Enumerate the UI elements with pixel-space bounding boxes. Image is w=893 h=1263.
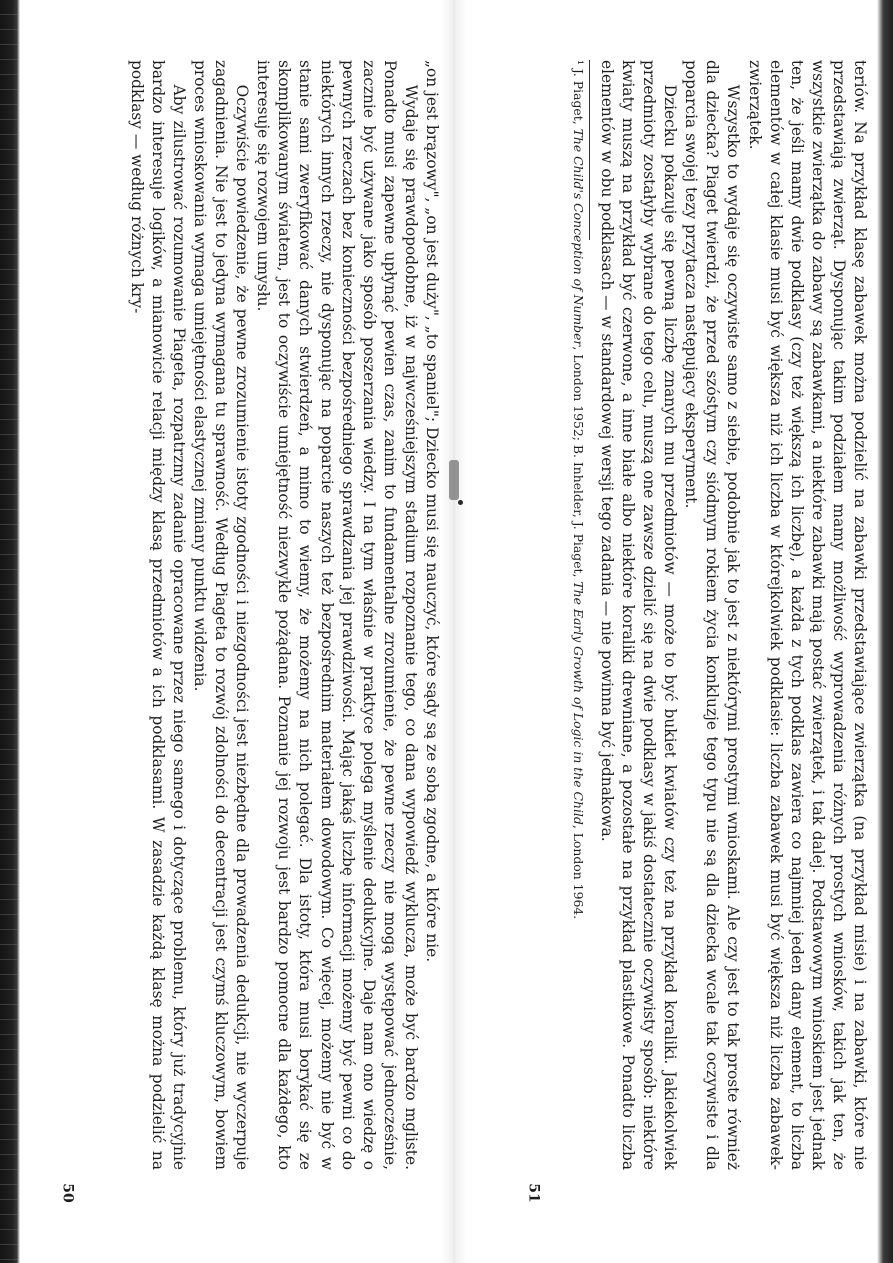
footnote	[569, 60, 586, 1170]
footnote-marker: ¹	[570, 60, 586, 65]
right-page	[470, 60, 870, 1170]
right-paragraph-3: Dziecku pokazuje się pewną liczbę znanych mu przedmiotów — może to być bukiet kwiatów czy też na przykład koraliki. Jakiekolwiek przedmioty zostałyby wybrane do tego celu, muszą one zawsze dzielić się na dwie podklasy w jakiś dostatecznie oczywisty sposób: niektóre kwiaty muszą na przykład być czerwone, a inne białe albo niektóre koraliki drewniane, a pozostałe na przykład plastikowe. Ponadto liczba elementów w obu podklasach — w standardowej wersji tego zadania — nie powinna być jednakowa.	[597, 60, 680, 1170]
scan-edge-right	[877, 0, 893, 1263]
footnote-text-2: , London 1952; B. Inhelder, J. Piaget,	[570, 346, 586, 582]
footnote-title-2: The Early Growth of Logic in the Child	[570, 581, 586, 825]
left-paragraph-4: Aby zilustrować rozumowanie Piageta, rozpatrzmy zadanie opracowane przez niego samego i dotyczące problemu, który już tradycyjnie bardzo interesuje logików, a mianowicie relacji między klasą przedmiotów a ich podklasami. W zasadzie każdą klasę można podzielić na podklasy — według różnych kry-	[127, 60, 188, 1170]
footnote-title-1: The Child's Conception of Number	[570, 128, 586, 347]
gutter-smudge	[449, 460, 459, 500]
left-paragraph-1: „on jest brązowy", „on jest duży", „to spaniel"; Dziecko musi się nauczyć, które sądy są ze sobą zgodne, a które nie.	[423, 60, 441, 963]
left-paragraph-3: Oczywiście powiedzenie, że pewne zrozumienie istoty zgodności i niezgodności jest niezbędne dla prowadzenia dedukcji, nie wyczerpuje zagadnienia. Nie jest to jedyna wymagana tu sprawność. Według Piageta to rozwój zdolności do decentracji jest czymś kluczowym, bowiem proces wnioskowania wymaga umiejętności elastycznej zmiany punktu widzenia.	[190, 60, 252, 1170]
left-page	[32, 60, 442, 1170]
right-page-text	[470, 60, 870, 1170]
right-page-number: 51	[525, 1183, 542, 1203]
book-gutter	[441, 0, 467, 1263]
scan-fold-marks	[0, 0, 18, 1263]
left-page-number: 50	[59, 1183, 76, 1203]
ink-speck	[458, 500, 463, 505]
footnote-text-3: , London 1964.	[570, 824, 586, 920]
left-page-text	[32, 60, 442, 1170]
left-paragraph-2: Wydaje się prawdopodobne, iż w najwcześniejszym stadium rozpoznanie tego, co dana wypowiedź wyklucza, może być bardzo mgliste. Ponadto musi zapewne upłynąć pewien czas, zanim to fundamentalne zrozumienie, że pewne rzeczy nie mogą występować jednocześnie, zacznie być używane jako sposób poszerzania wiedzy. I na tym właśnie w praktyce polega myślenie dedukcyjne. Daje nam ono wiedzę o pewnych rzeczach bez konieczności bezpośredniego sprawdzania jej prawdziwości. Mając jakąś liczbę informacji możemy być pewni co do niektórych innych rzeczy, nie dysponując na poparcie naszych też bezpośrednim materiałem dowodowym. Co więcej, możemy nie być w stanie sami zweryfikować danych stwierdzeń, a mimo to wiemy, że możemy na nich polegać. Dla istoty, która musi borykać się ze skomplikowanym światem, jest to oczywiście umiejętność niezwykle pożądana. Poznanie jej rozwoju jest bardzo pomocne dla każdego, kto interesuje się rozwojem umysłu.	[254, 60, 420, 1170]
footnote-text-1: J. Piaget,	[570, 68, 586, 129]
right-paragraph-1: teriów. Na przykład klasę zabawek można podzielić na zabawki przedstawiające zwierzątka (na przykład misie) i na zabawki, które nie przedstawiają zwierząt. Dysponując takim podziałem mamy możliwość wyprowadzenia różnych prostych wniosków, takich jak ten, że wszystkie zwierzątka do zabawy są zabawkami, a niektóre zabawki mają postać zwierzątek, i tak dalej. Podstawowym wnioskiem jest jednak ten, że jeśli mamy dwie podklasy (czy też większą ich liczbę), a każda z tych podklas zawiera co najmniej jeden dany element, to liczba elementów w całej klasie musi być większa niż ich liczba w którejkolwiek podklasie: liczba zabawek musi być większa niż liczba zabawek-zwierzątek.	[745, 60, 869, 1170]
right-paragraph-2: Wszystko to wydaje się oczywiste samo z siebie, podobnie jak to jest z niektórymi prostymi wnioskami. Ale czy jest to tak proste również dla dziecka? Piaget twierdzi, że przed szóstym czy siódmym rokiem życia konkluzje tego typu nie są dla dziecka wcale tak oczywiste i dla poparcia swojej tezy przytacza następujący eksperyment.	[682, 60, 743, 1170]
footnote-rule	[589, 60, 590, 240]
